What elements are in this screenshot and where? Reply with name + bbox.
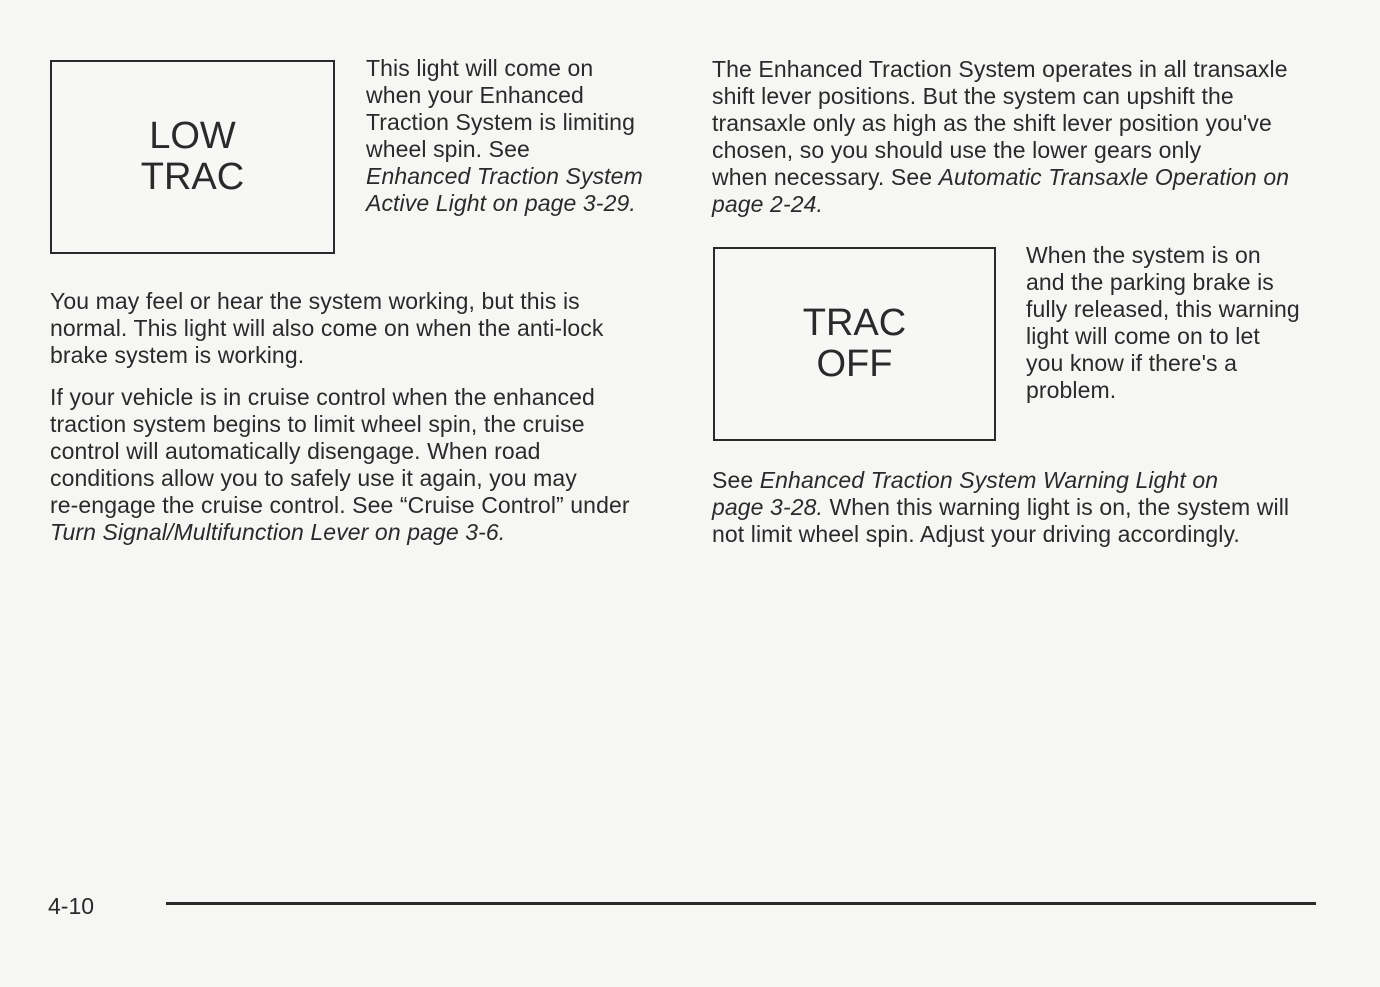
cross-reference-link: Turn Signal/Multifunction Lever on page 3-6. [50, 519, 506, 545]
cruise-control-paragraph: If your vehicle is in cruise control when the enhanced traction system begins to limit wheel spin, the cruise control will automatically disengage. When road conditions allow you to safely use it again, you may re-engage the cruise control. See “Cruise Control” under Turn Signal/Multifunction Lever on page 3-6. [50, 384, 630, 545]
warning-light-paragraph: See Enhanced Traction System Warning Light on page 3-28. When this warning light is on, the system will not limit wheel spin. Adjust your driving accordingly. [712, 467, 1290, 547]
trac-off-light-icon [713, 247, 996, 441]
cross-reference-link: Automatic Transaxle Operation on [938, 164, 1290, 190]
cross-reference-link: page 2-24. [712, 191, 823, 217]
cross-reference-link: Enhanced Traction System Warning Light on [759, 467, 1219, 493]
cross-reference-link: Enhanced Traction System [366, 163, 643, 189]
low-trac-line1: LOW [149, 115, 236, 157]
page-number: 4-10 [48, 893, 95, 919]
footer-rule [166, 902, 1316, 905]
low-trac-light-icon [50, 60, 335, 254]
trac-off-description: When the system is on and the parking brake is fully released, this warning light will come on to let you know if there's a problem. [1026, 242, 1300, 403]
trac-off-line2: OFF [816, 343, 893, 385]
low-trac-description: This light will come on when your Enhanced Traction System is limiting wheel spin. See Enhanced Traction System Active Light on page 3-29. [366, 55, 643, 216]
trac-off-line1: TRAC [802, 302, 907, 344]
system-working-paragraph: You may feel or hear the system working, but this is normal. This light will also come on when the anti-lock brake system is working. [50, 288, 604, 368]
cross-reference-link: Active Light on page 3-29. [366, 190, 636, 216]
transaxle-paragraph: The Enhanced Traction System operates in all transaxle shift lever positions. But the system can upshift the transaxle only as high as the shift lever position you've chosen, so you should use the lower gears only when necessary. See Automatic Transaxle Operation on page 2-24. [712, 56, 1290, 217]
low-trac-line2: TRAC [140, 156, 245, 198]
cross-reference-link: page 3-28. [712, 494, 823, 520]
